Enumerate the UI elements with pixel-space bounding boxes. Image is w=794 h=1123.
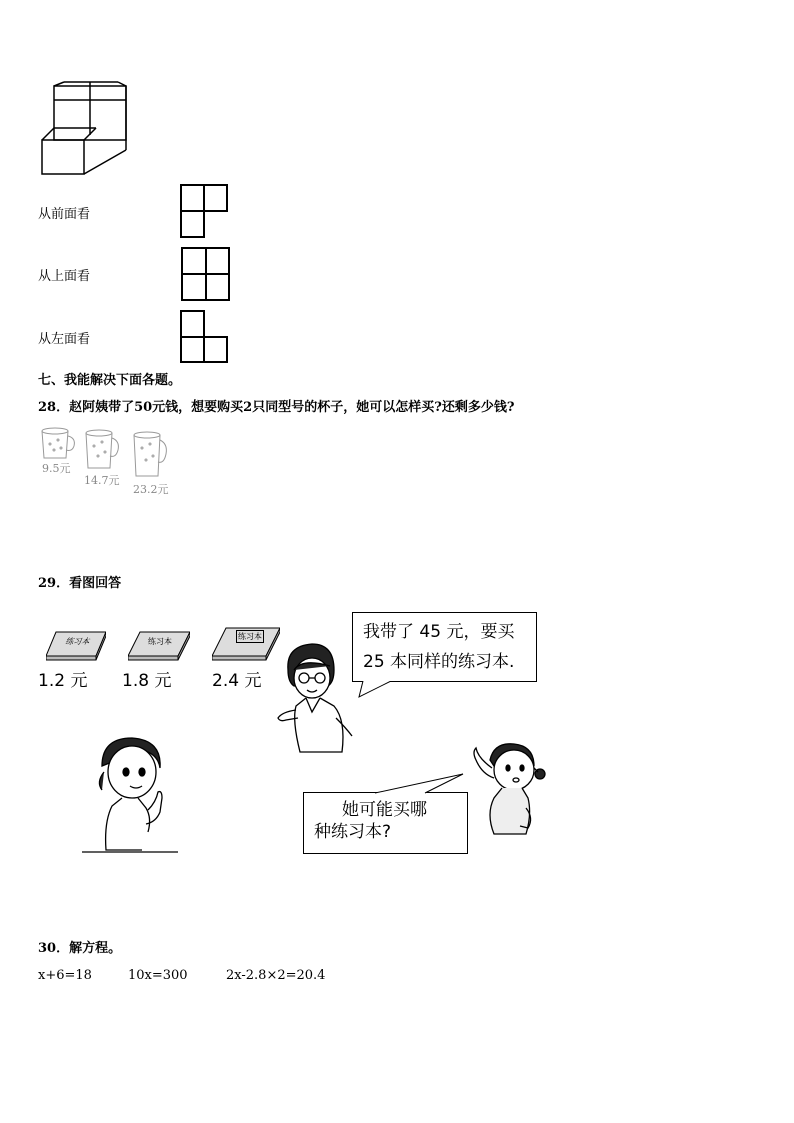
woman-illustration [82,732,182,857]
cup-icon [130,430,170,480]
notebook-1 [46,630,106,662]
notebook-2 [128,630,190,662]
cup-price-3: 23.2元 [133,483,169,496]
teacher-speech-line-1: 我带了 45 元，要买 [363,622,515,642]
view-label-left: 从左面看 [38,332,91,347]
section-heading: 七、我能解决下面各题。 [38,373,182,388]
teacher-speech-bubble [352,612,537,682]
notebook-price-1: 1.2 元 [38,671,88,691]
cube-figure [38,80,133,175]
cup-icon [82,428,122,472]
teacher-illustration [272,640,357,758]
notebook-price-2: 1.8 元 [122,671,172,691]
view-label-top: 从上面看 [38,269,91,284]
question-28: 28．赵阿姨带了50元钱，想要购买2只同型号的杯子，她可以怎样买?还剩多少钱? [38,400,515,415]
cup-price-2: 14.7元 [84,474,120,487]
question-30: 30．解方程。 [38,941,122,956]
girl-speech-line-1: 她可能买哪 [342,800,427,820]
cup-price-1: 9.5元 [42,462,71,475]
notebook-cover-1: 练习本 [64,637,92,646]
notebook-price-3: 2.4 元 [212,671,262,691]
notebook-cover-3: 练习本 [238,632,262,641]
equation-3: 2x-2.8×2=20.4 [226,968,326,983]
teacher-bubble-tail [355,681,395,699]
notebook-cover-2: 练习本 [148,637,172,646]
top-view-grid [181,247,230,301]
notebook-3 [212,626,280,662]
cup-icon [38,426,78,462]
girl-speech-bubble [303,792,468,854]
question-29: 29．看图回答 [38,576,122,591]
view-label-front: 从前面看 [38,207,91,222]
girl-speech-line-2: 种练习本? [314,822,392,842]
equation-2: 10x=300 [128,968,188,983]
left-view-grid [180,310,228,363]
front-view-grid [180,184,228,238]
teacher-speech-line-2: 25 本同样的练习本. [363,652,515,672]
equation-1: x+6=18 [38,968,92,983]
girl-bubble-tail [375,772,465,794]
girl-illustration [468,738,546,838]
